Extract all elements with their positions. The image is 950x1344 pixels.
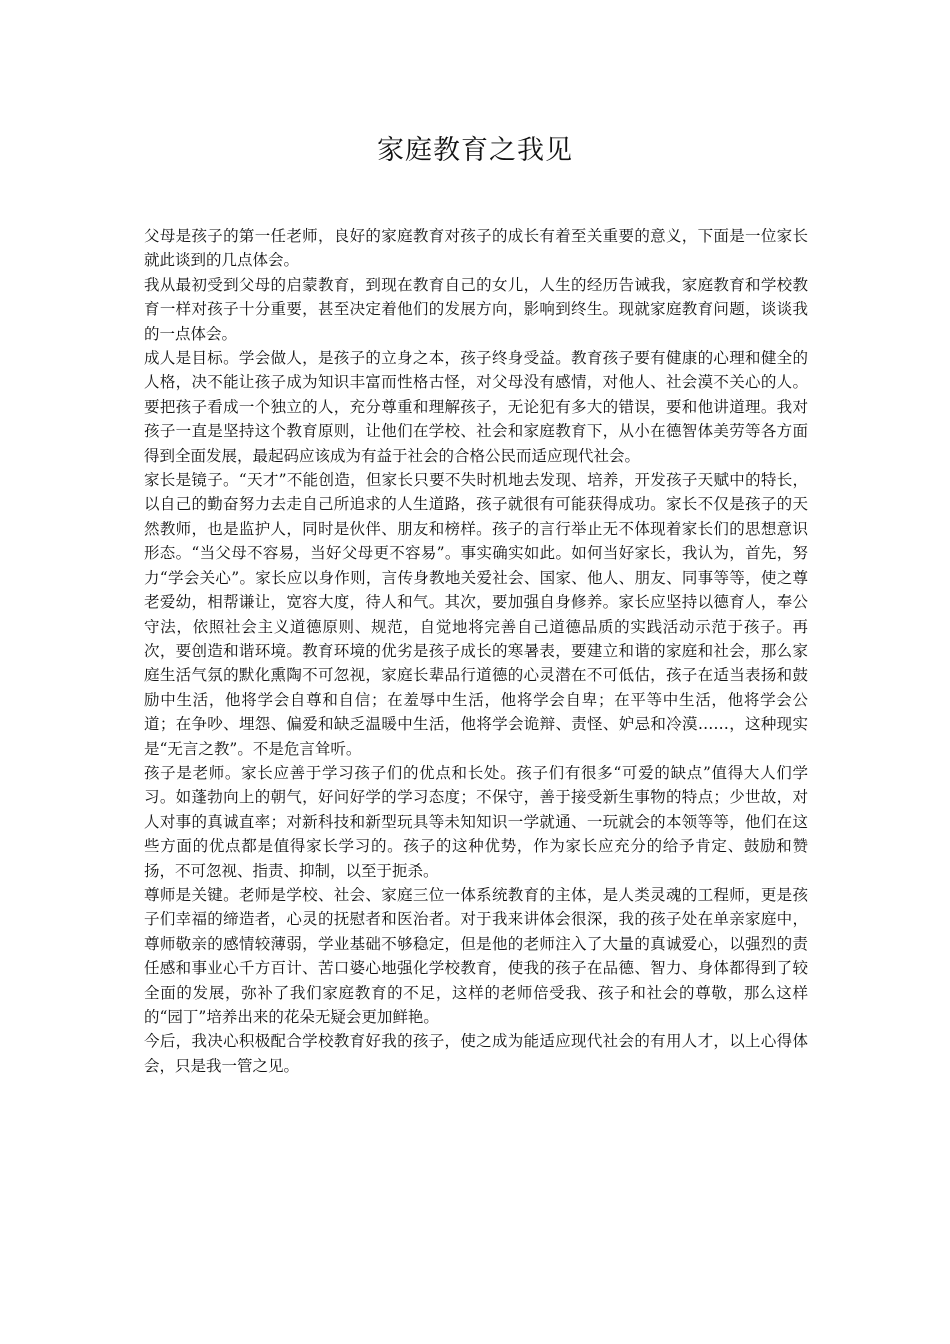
paragraph-conclusion: 今后，我决心积极配合学校教育好我的孩子，使之成为能适应现代社会的有用人才，以上心得体会，只是我一管之见。 xyxy=(144,1032,808,1075)
paragraph-mirror: 家长是镜子。“天才”不能创造，但家长只要不失时机地去发现、培养，开发孩子天赋中的特长，以自己的勤奋努力去走自己所追求的人生道路，孩子就很有可能获得成功。家长不仅是孩子的天然教师，也是监护人，同时是伙伴、朋友和榜样。孩子的言行举止无不体现着家长们的思想意识形态。“当父母不容易，当好父母更不容易”。事实确实如此。如何当好家长，我认为，首先，努力“学会关心”。家长应以身作则，言传身教地关爱社会、国家、他人、朋友、同事等等，使之尊老爱幼，相帮谦让，宽容大度，待人和气。其次，要加强自身修养。家长应坚持以德育人，奉公守法，依照社会主义道德原则、规范，自觉地将完善自己道德品质的实践活动示范于孩子。再次，要创造和谐环境。教育环境的优劣是孩子成长的寒暑表，要建立和谐的家庭和社会，那么家庭生活气氛的默化熏陶不可忽视，家庭长辈品行道德的心灵潜在不可低估，孩子在适当表扬和鼓励中生活，他将学会自尊和自信；在羞辱中生活，他将学会自卑；在平等中生活，他将学会公道；在争吵、埋怨、偏爱和缺乏温暖中生活，他将学会诡辩、责怪、妒忌和冷漠……，这种现实是“无言之教”。不是危言耸听。 xyxy=(144,471,808,758)
document-title: 家庭教育之我见 xyxy=(377,135,573,166)
paragraph-children-teachers: 孩子是老师。家长应善于学习孩子们的优点和长处。孩子们有很多“可爱的缺点”值得大人们学习。如蓬勃向上的朝气，好问好学的学习态度；不保守，善于接受新生事物的特点；少世故，对人对事的真诚直率；对新科技和新型玩具等未知知识一学就通、一玩就会的本领等等，他们在这些方面的优点都是值得家长学习的。孩子的这种优势，作为家长应充分的给予肯定、鼓励和赞扬，不可忽视、指责、抑制，以至于扼杀。 xyxy=(144,763,808,880)
paragraph-intro: 父母是孩子的第一任老师，良好的家庭教育对孩子的成长有着至关重要的意义，下面是一位家长就此谈到的几点体会。 xyxy=(144,227,808,270)
paragraph-background: 我从最初受到父母的启蒙教育，到现在教育自己的女儿，人生的经历告诫我，家庭教育和学校教育一样对孩子十分重要，甚至决定着他们的发展方向，影响到终生。现就家庭教育问题，谈谈我的一点体会。 xyxy=(144,275,808,343)
paragraph-respect-teachers: 尊师是关键。老师是学校、社会、家庭三位一体系统教育的主体，是人类灵魂的工程师，更是孩子们幸福的缔造者，心灵的抚慰者和医治者。对于我来讲体会很深，我的孩子处在单亲家庭中，尊师敬亲的感情较薄弱，学业基础不够稳定，但是他的老师注入了大量的真诚爱心，以强烈的责任感和事业心千方百计、苦口婆心地强化学校教育，使我的孩子在品德、智力、身体都得到了较全面的发展，弥补了我们家庭教育的不足，这样的老师倍受我、孩子和社会的尊敬，那么这样的“园丁”培养出来的花朵无疑会更加鲜艳。 xyxy=(144,885,808,1026)
document-body xyxy=(144,224,808,1078)
paragraph-goal: 成人是目标。学会做人，是孩子的立身之本，孩子终身受益。教育孩子要有健康的心理和健全的人格，决不能让孩子成为知识丰富而性格古怪，对父母没有感情，对他人、社会漠不关心的人。要把孩子看成一个独立的人，充分尊重和理解孩子，无论犯有多大的错误，要和他讲道理。我对孩子一直是坚持这个教育原则，让他们在学校、社会和家庭教育下，从小在德智体美劳等各方面得到全面发展，最起码应该成为有益于社会的合格公民而适应现代社会。 xyxy=(144,349,808,465)
